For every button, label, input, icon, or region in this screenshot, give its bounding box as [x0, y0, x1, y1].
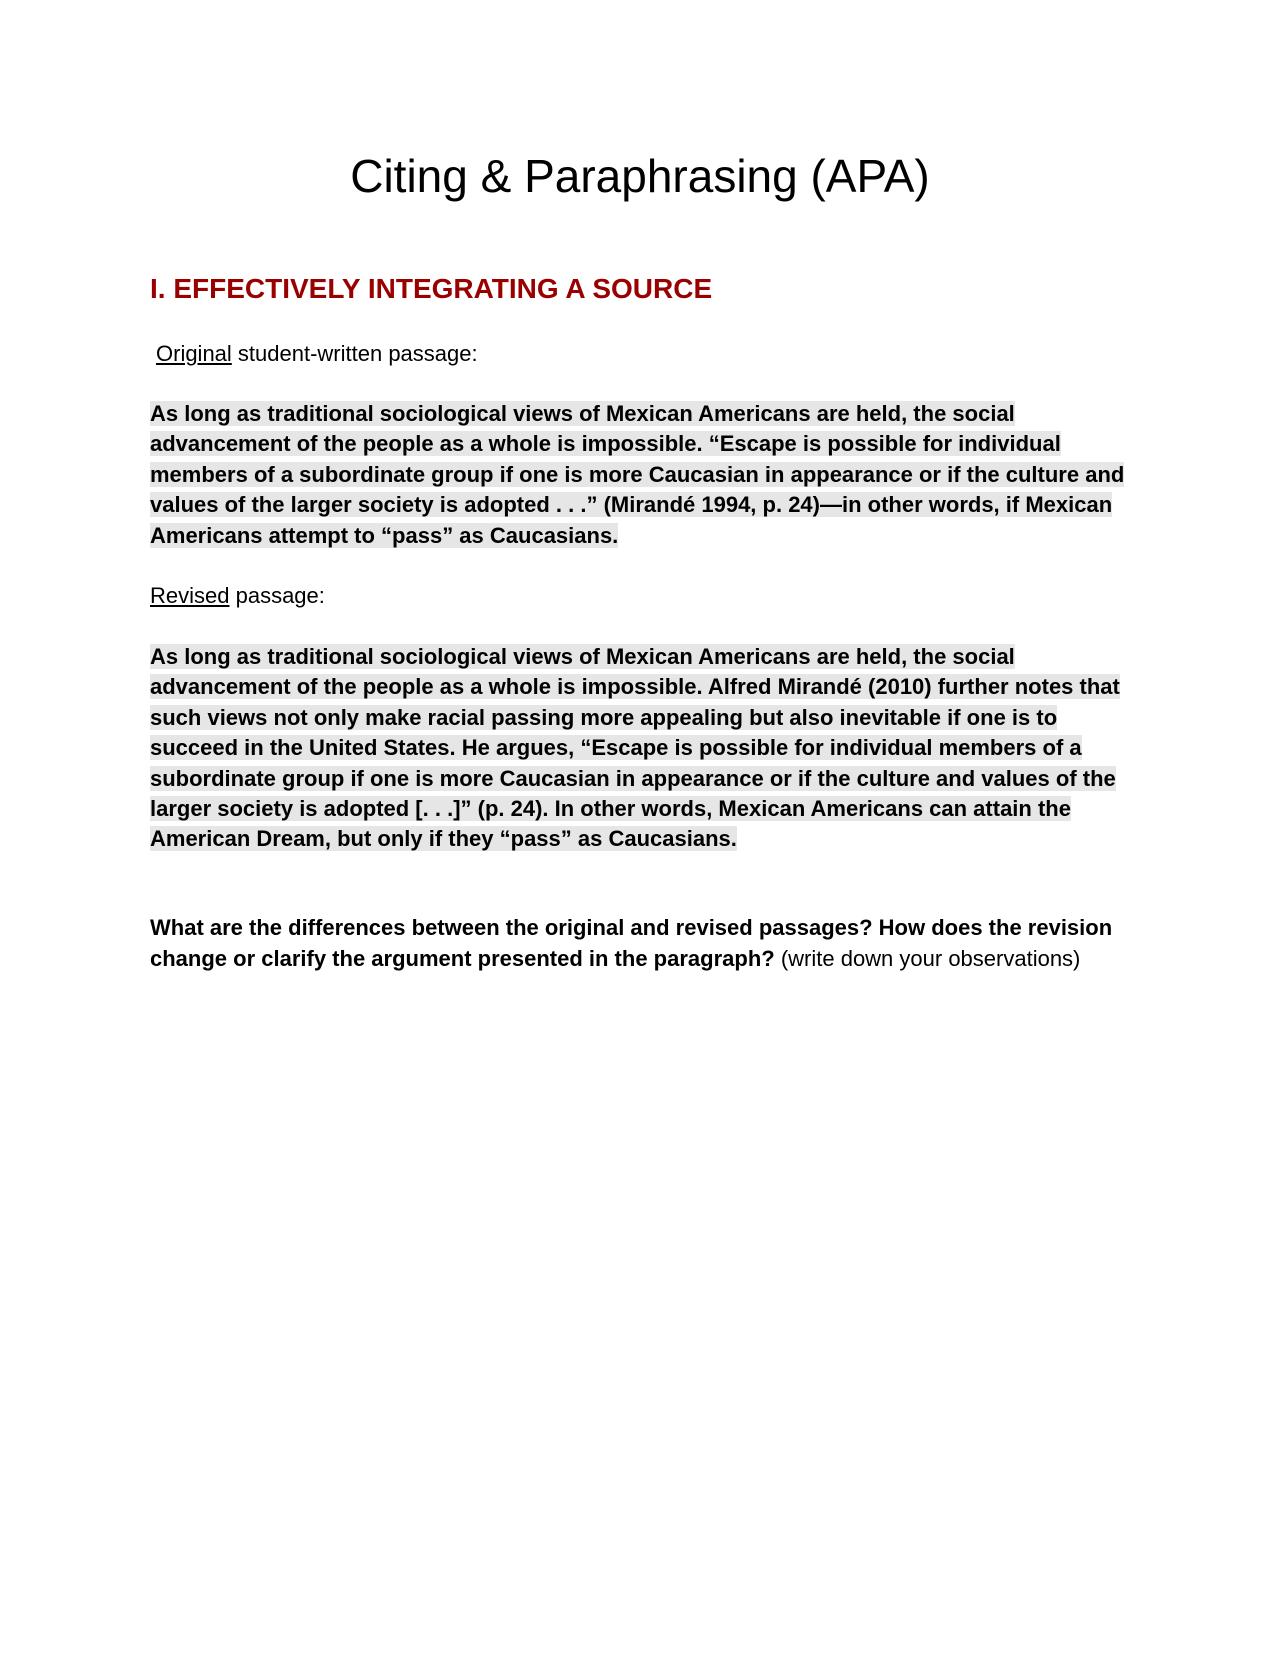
- original-passage-text: As long as traditional sociological views of Mexican Americans are held, the social advancement of the people as a whole is impossible. “Escape is possible for individual members of a subordinate group if one is more Caucasian in appearance or if the culture and values of the larger society is adopted . . .” (Mirandé 1994, p. 24)—in other words, if Mexican Americans attempt to “pass” as Caucasians.: [150, 401, 1125, 548]
- original-label-underlined: Original: [156, 341, 232, 366]
- question-bold-text: What are the differences between the original and revised passages? How does the revision change or clarify the argument presented in the paragraph?: [150, 915, 1113, 971]
- discussion-question: [150, 912, 1130, 974]
- question-instruction-text: (write down your observations): [774, 946, 1081, 971]
- document-title: Citing & Paraphrasing (APA): [350, 150, 930, 202]
- revised-passage-text: As long as traditional sociological views of Mexican Americans are held, the social advancement of the people as a whole is impossible. Alfred Mirandé (2010) further notes that such views not only make racial passing more appealing but also inevitable if one is to succeed in the United States. He argues, “Escape is possible for individual members of a subordinate group if one is more Caucasian in appearance or if the culture and values of the larger society is adopted [. . .]” (p. 24). In other words, Mexican Americans can attain the American Dream, but only if they “pass” as Caucasians.: [150, 644, 1120, 852]
- section-heading: I. EFFECTIVELY INTEGRATING A SOURCE: [150, 273, 713, 304]
- original-passage: [150, 399, 1140, 551]
- revised-label-rest: passage:: [229, 583, 325, 608]
- revised-label-underlined: Revised: [150, 583, 230, 608]
- original-label-rest: student-written passage:: [231, 341, 478, 366]
- revised-passage-label: [150, 582, 325, 610]
- original-passage-label: [156, 340, 478, 368]
- revised-passage: [150, 642, 1140, 855]
